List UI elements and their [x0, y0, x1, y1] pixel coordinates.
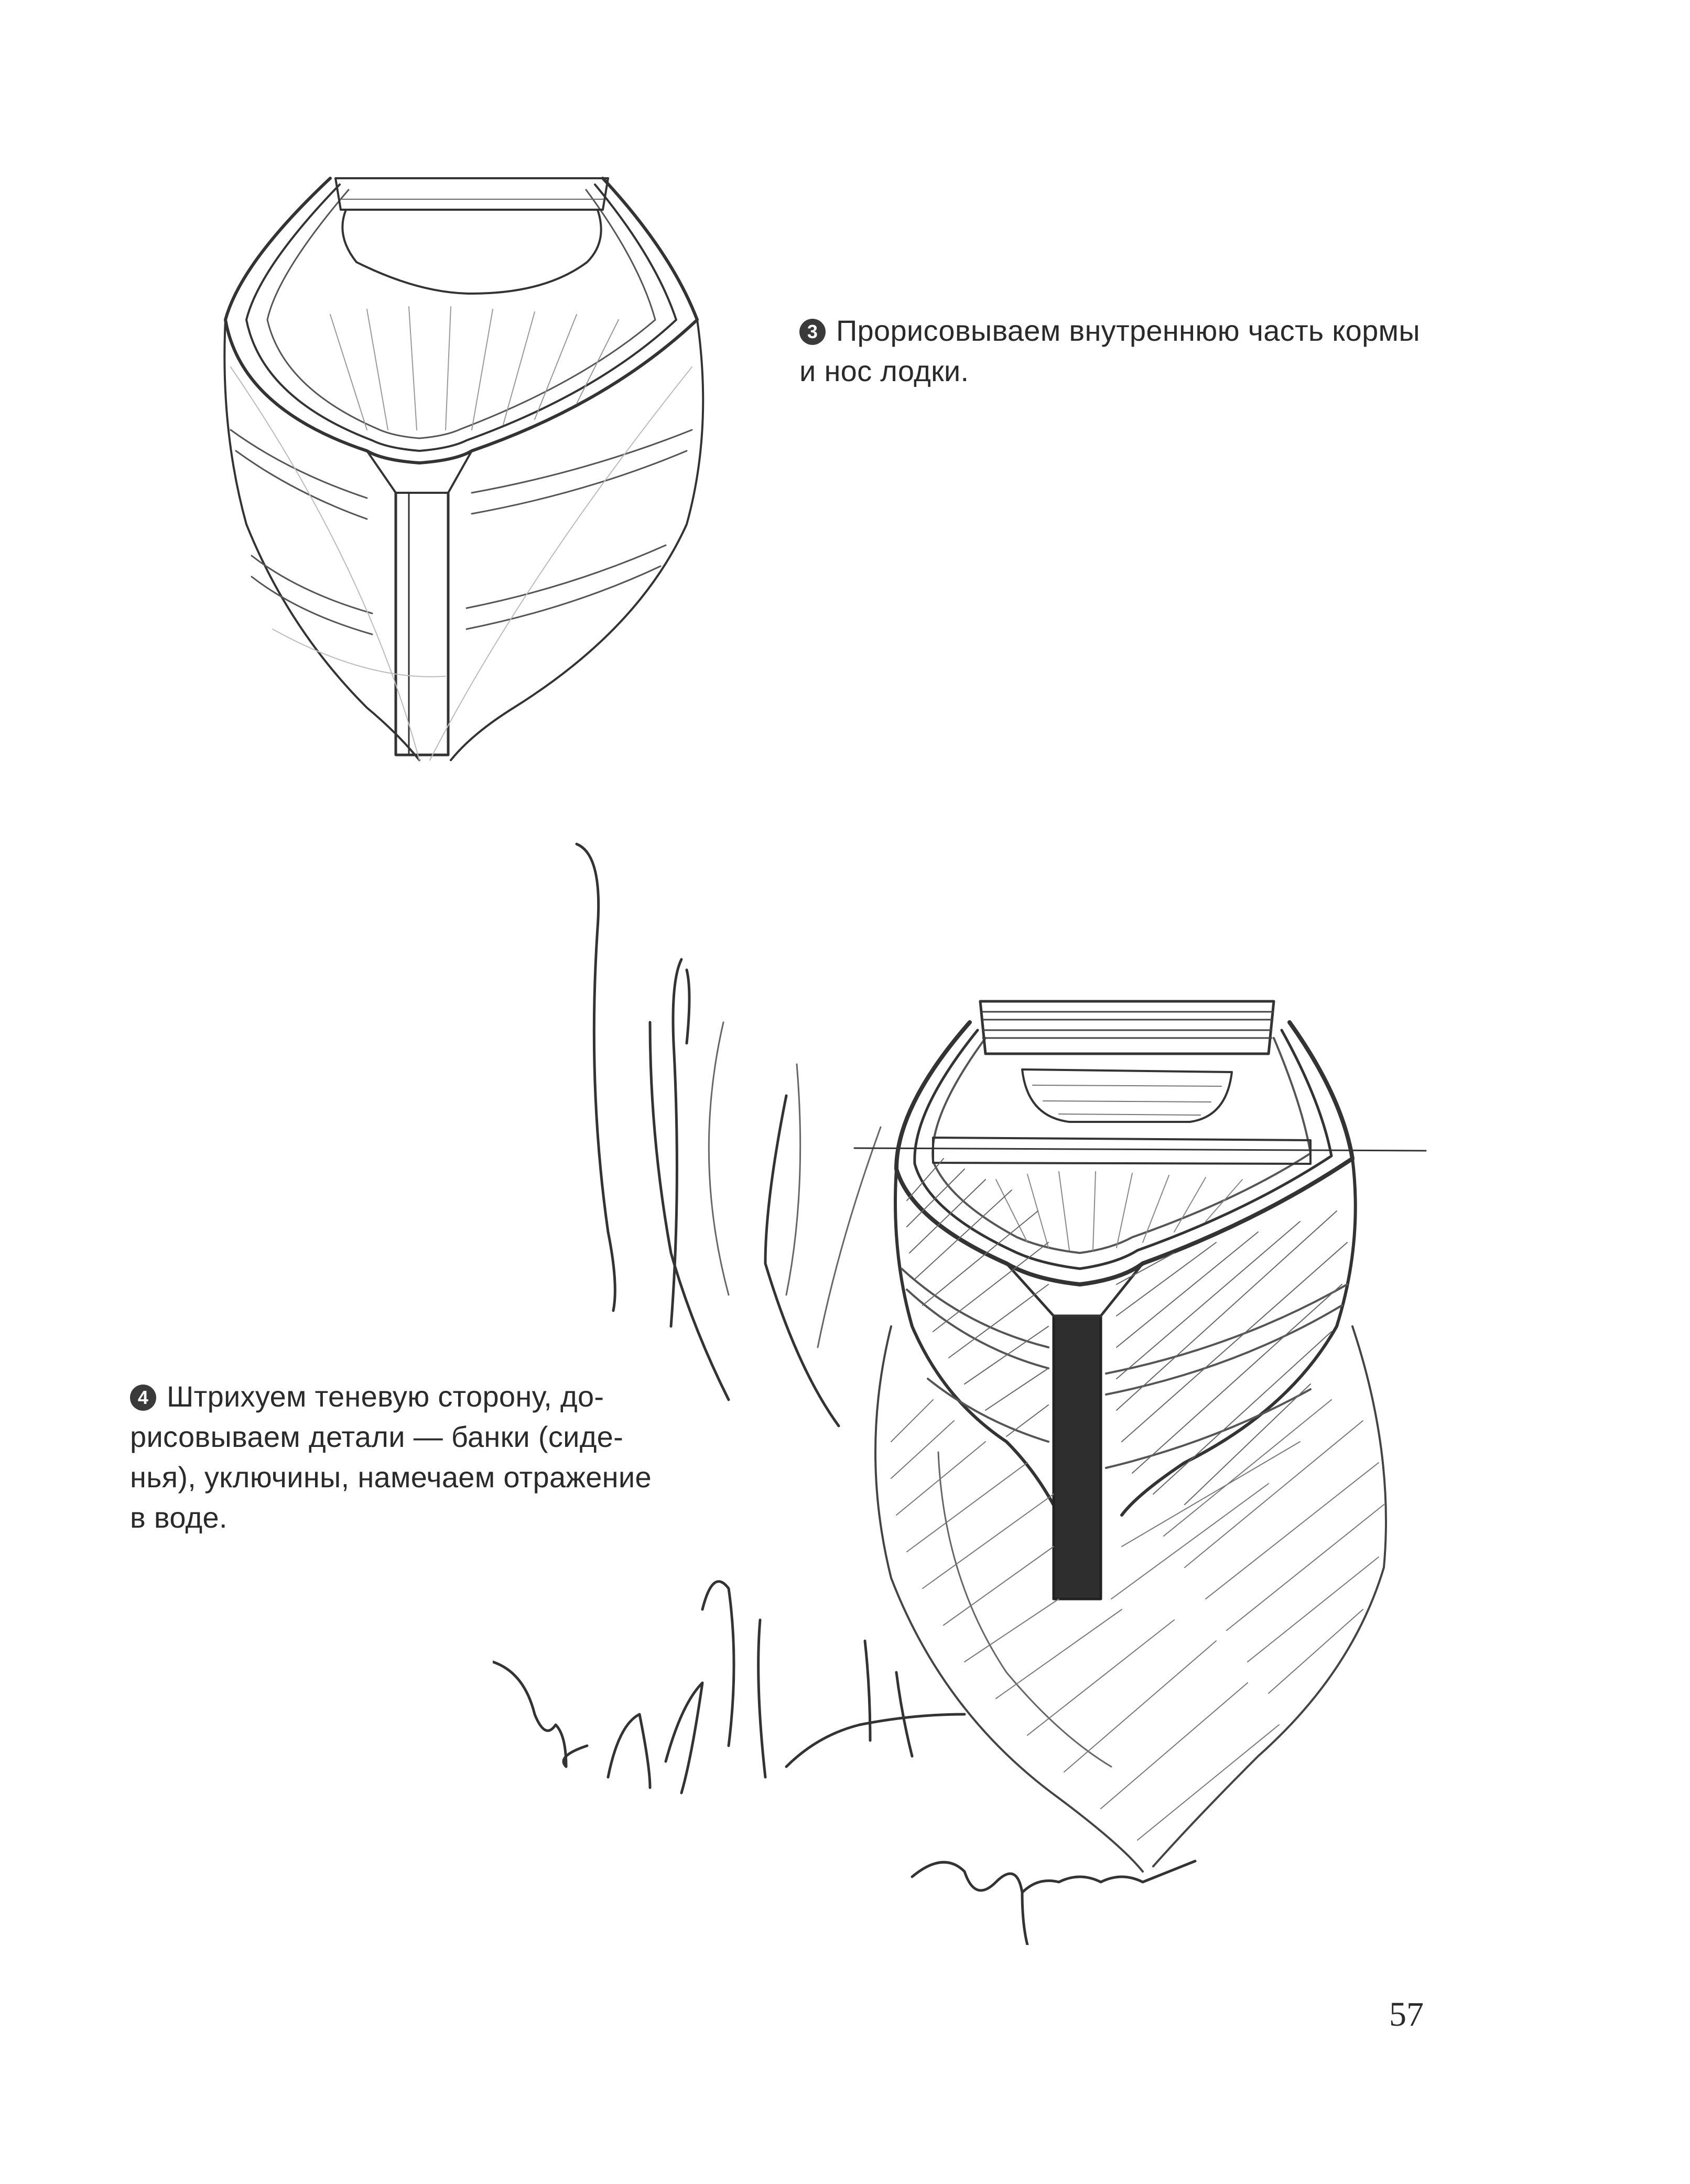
step-4-line-2: рисовываем детали — банки (сиде- [130, 1420, 624, 1453]
page-number: 57 [1389, 1995, 1424, 2034]
step-3-line-1 [799, 310, 1481, 351]
step-number-badge: 4 [130, 1385, 156, 1411]
step-3-line-2: и нос лодки. [799, 354, 969, 387]
step-4-caption [130, 1376, 654, 1538]
step-3-text-1: Прорисовываем внутреннюю часть кормы [836, 314, 1420, 347]
step-4-text-1: Штрихуем теневую сторону, до- [167, 1380, 604, 1413]
step-number-badge: 3 [799, 319, 826, 345]
step-4-line-4: в воде. [130, 1501, 228, 1534]
step-4-line-1 [130, 1376, 654, 1417]
step-3-caption [799, 310, 1481, 391]
boat-outline-sketch [210, 157, 734, 786]
step-4-line-3: нья), уключины, намечаем отражение [130, 1461, 652, 1494]
